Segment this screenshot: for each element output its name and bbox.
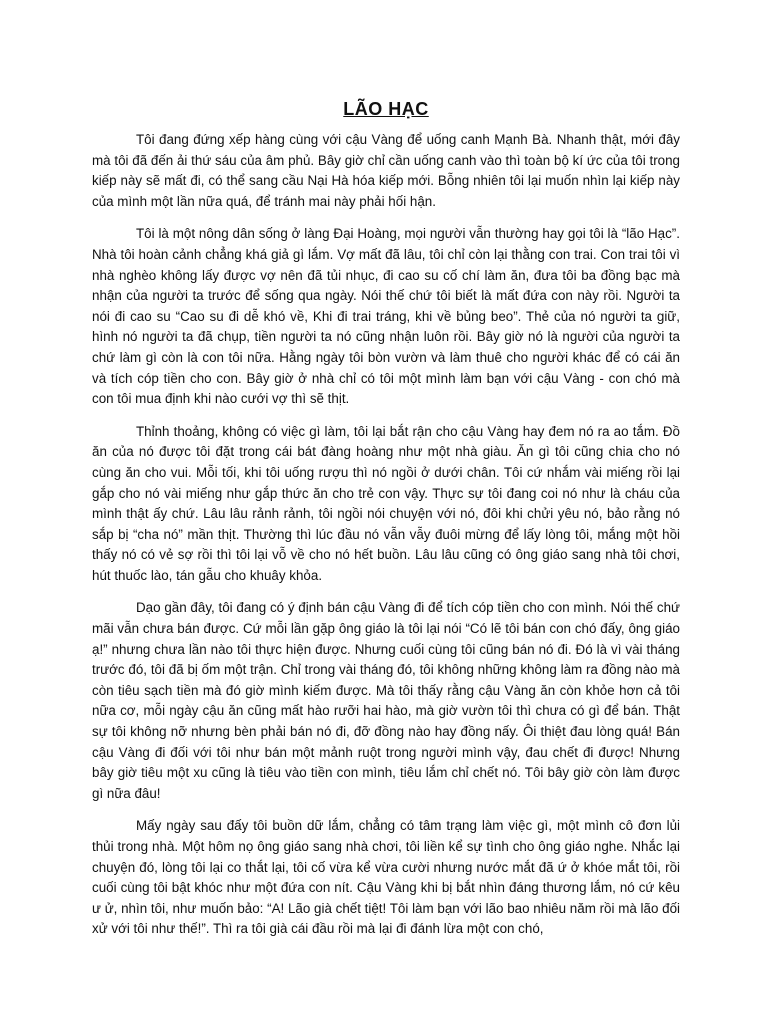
document-body [92,130,680,940]
paragraph-2: Tôi là một nông dân sống ở làng Đại Hoàng, mọi người vẫn thường hay gọi tôi là “lão Hạc”. Nhà tôi hoàn cảnh chẳng khá giả gì lắm. Vợ mất đã lâu, tôi chỉ còn lại thằng con trai. Con trai tôi vì nhà nghèo không lấy được vợ nên đã tủi nhục, đi cao su cố chí làm ăn, đưa tôi ba đồng bạc mà nhận của người ta trước để sống qua ngày. Nói thế chứ tôi biết là mất đứa con này rồi. Người ta nói đi cao su “Cao su đi dễ khó về, Khi đi trai tráng, khi về bủng beo”. Thẻ của nó người ta giữ, hình nó người ta đã chụp, tiền người ta nó cũng nhận luôn rồi. Bây giờ nó là người của người ta chứ làm gì còn là con tôi nữa. Hằng ngày tôi bòn vườn và làm thuê cho người khác để có cái ăn và tích cóp tiền cho con. Bây giờ ở nhà chỉ có tôi một mình làm bạn với cậu Vàng - con chó mà con tôi mua định khi nào cưới vợ thì sẽ thịt. [92,226,680,407]
paragraph-3: Thỉnh thoảng, không có việc gì làm, tôi lại bắt rận cho cậu Vàng hay đem nó ra ao tắm. Đồ ăn của nó được tôi đặt trong cái bát đàng hoàng như một nhà giàu. Ăn gì tôi cũng chia cho nó cùng ăn cho vui. Mỗi tối, khi tôi uống rượu thì nó ngồi ở dưới chân. Tôi cứ nhắm vài miếng rồi lại gắp cho nó vài miếng như gắp thức ăn cho trẻ con vậy. Thực sự tôi đang coi nó như là cháu của mình thật ấy chứ. Lâu lâu rảnh rảnh, tôi ngồi nói chuyện với nó, đôi khi chửi yêu nó, bảo rằng nó sắp bị “cha nó” mần thịt. Thường thì lúc đầu nó vẫn vẫy đuôi mừng để lấy lòng tôi, mắng một hồi thấy nó có vẻ sợ rồi thì tôi lại vỗ về cho nó hết buồn. Lâu lâu cũng có ông giáo sang nhà tôi chơi, hút thuốc lào, tán gẫu cho khuây khỏa. [92,423,680,583]
paragraph-5: Mấy ngày sau đấy tôi buồn dữ lắm, chẳng có tâm trạng làm việc gì, một mình cô đơn lủi thủi trong nhà. Một hôm nọ ông giáo sang nhà chơi, tôi liền kể sự tình cho ông giáo nghe. Nhắc lại chuyện đó, lòng tôi lại co thắt lại, tôi cố vừa kể vừa cười nhưng nước mắt đã ứ ở khóe mắt tôi, rồi cuối cùng tôi bật khóc như một đứa con nít. Cậu Vàng khi bị bắt nhìn đáng thương lắm, nó cứ kêu ư ử, nhìn tôi, như muốn bảo: “A! Lão già chết tiệt! Tôi làm bạn với lão bao nhiêu năm rồi mà lão đối xử với tôi như thế!”. Thì ra tôi già cái đầu rồi mà lại đi đánh lừa một con chó, [92,818,680,937]
document-page [92,0,680,952]
document-title: LÃO HẠC [343,99,429,119]
paragraph-4: Dạo gần đây, tôi đang có ý định bán cậu Vàng đi để tích cóp tiền cho con mình. Nói thế chứ mãi vẫn chưa bán được. Cứ mỗi lần gặp ông giáo là tôi lại nói “Có lẽ tôi bán con chó đấy, ông giáo ạ!” nhưng chưa lần nào tôi thực hiện được. Nhưng cuối cùng tôi cũng bán nó đi. Đó là vì vài tháng trước đó, tôi đã bị ốm một trận. Chỉ trong vài tháng đó, tôi không những không làm ra đồng nào mà còn tiêu sạch tiền mà đó giờ mình kiếm được. Mà tôi thấy rằng cậu Vàng ăn còn khỏe hơn cả tôi nữa cơ, mỗi ngày cậu ăn cũng mất hào rưỡi hai hào, mà giờ vườn tôi thì chưa có gì để bán. Thật sự tôi không nỡ nhưng bèn phải bán nó đi, đỡ đồng nào hay đồng nấy. Ôi thiệt đau lòng quá! Bán cậu Vàng đi đối với tôi như bán một mảnh ruột trong người mình vậy, đau chết đi được! Nhưng bây giờ tiêu một xu cũng là tiêu vào tiền con mình, tiêu lắm chỉ chết nó. Tôi bây giờ còn làm được gì nữa đâu! [92,600,680,801]
paragraph-1: Tôi đang đứng xếp hàng cùng với cậu Vàng để uống canh Mạnh Bà. Nhanh thật, mới đây mà tôi đã đến ải thứ sáu của âm phủ. Bây giờ chỉ cần uống canh vào thì toàn bộ kí ức của tôi trong kiếp này sẽ mất đi, có thể sang cầu Nại Hà hóa kiếp mới. Bỗng nhiên tôi lại muốn nhìn lại kiếp này của mình một lần nữa quá, để tránh mai này phải hối hận. [92,132,680,209]
